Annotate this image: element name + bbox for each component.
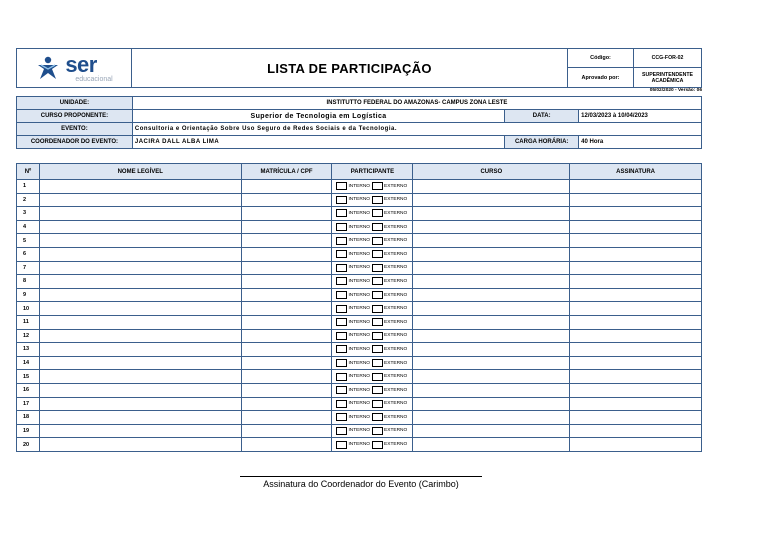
matricula-cell[interactable]	[241, 275, 332, 289]
participante-cell	[332, 261, 413, 275]
externo-checkbox[interactable]	[372, 209, 383, 217]
row-number: 14	[17, 356, 40, 370]
participante-cell	[332, 302, 413, 316]
curso-proponente-label: CURSO PROPONENTE:	[17, 110, 133, 123]
table-row	[17, 220, 702, 234]
page-title: LISTA DE PARTICIPAÇÃO	[267, 60, 432, 76]
curso-cell[interactable]	[413, 207, 570, 221]
interno-label: INTERNO	[348, 292, 371, 298]
curso-cell[interactable]	[413, 411, 570, 425]
title-cell	[131, 48, 568, 88]
assinatura-cell[interactable]	[570, 343, 702, 357]
nome-cell[interactable]	[39, 438, 241, 452]
nome-cell[interactable]	[39, 220, 241, 234]
evento-value: Consultoria e Orientação Sobre Uso Seguro de Redes Sociais e da Tecnologia.	[132, 123, 701, 136]
table-row	[17, 356, 702, 370]
matricula-cell[interactable]	[241, 370, 332, 384]
assinatura-cell[interactable]	[570, 329, 702, 343]
externo-label: EXTERNO	[384, 224, 408, 230]
curso-cell[interactable]	[413, 234, 570, 248]
interno-checkbox[interactable]	[336, 223, 347, 231]
curso-cell[interactable]	[413, 193, 570, 207]
codigo-value-cell	[633, 48, 702, 68]
participante-cell	[332, 329, 413, 343]
matricula-cell[interactable]	[241, 261, 332, 275]
externo-label: EXTERNO	[384, 183, 408, 189]
table-row	[17, 383, 702, 397]
externo-checkbox[interactable]	[372, 237, 383, 245]
participants-table	[16, 163, 702, 452]
curso-cell[interactable]	[413, 438, 570, 452]
participante-cell	[332, 247, 413, 261]
col-header-matricula: MATRÍCULA / CPF	[241, 164, 332, 180]
curso-cell[interactable]	[413, 288, 570, 302]
externo-checkbox[interactable]	[372, 182, 383, 190]
row-number: 5	[17, 234, 40, 248]
interno-checkbox[interactable]	[336, 345, 347, 353]
interno-label: INTERNO	[348, 224, 371, 230]
carga-horaria-label: CARGA HORÁRIA:	[505, 136, 579, 149]
table-row	[17, 397, 702, 411]
assinatura-cell[interactable]	[570, 383, 702, 397]
externo-label: EXTERNO	[384, 238, 408, 244]
matricula-cell[interactable]	[241, 411, 332, 425]
aprovado-value-cell	[633, 67, 702, 88]
row-number: 15	[17, 370, 40, 384]
interno-checkbox[interactable]	[336, 427, 347, 435]
participante-cell	[332, 424, 413, 438]
externo-checkbox[interactable]	[372, 386, 383, 394]
assinatura-cell[interactable]	[570, 315, 702, 329]
signature-label: Assinatura do Coordenador do Evento (Carimbo)	[263, 479, 459, 489]
signature-line	[240, 476, 482, 477]
externo-checkbox[interactable]	[372, 345, 383, 353]
nome-cell[interactable]	[39, 383, 241, 397]
table-row	[17, 411, 702, 425]
data-value: 12/03/2023 à 10/04/2023	[579, 110, 702, 123]
table-row	[17, 288, 702, 302]
externo-label: EXTERNO	[384, 428, 408, 434]
participante-cell	[332, 288, 413, 302]
logo-brand: ser	[65, 51, 97, 77]
curso-cell[interactable]	[413, 397, 570, 411]
interno-label: INTERNO	[348, 265, 371, 271]
curso-proponente-value: Superior de Tecnologia em Logística	[132, 110, 504, 123]
logo-sub: educacional	[75, 75, 113, 83]
participante-cell	[332, 234, 413, 248]
data-label: DATA:	[505, 110, 579, 123]
participante-cell	[332, 180, 413, 194]
externo-label: EXTERNO	[384, 210, 408, 216]
nome-cell[interactable]	[39, 207, 241, 221]
evento-label: EVENTO:	[17, 123, 133, 136]
externo-checkbox[interactable]	[372, 413, 383, 421]
assinatura-cell[interactable]	[570, 356, 702, 370]
curso-cell[interactable]	[413, 370, 570, 384]
participante-cell	[332, 193, 413, 207]
interno-checkbox[interactable]	[336, 209, 347, 217]
table-row	[17, 247, 702, 261]
row-number: 3	[17, 207, 40, 221]
nome-cell[interactable]	[39, 180, 241, 194]
interno-label: INTERNO	[348, 183, 371, 189]
assinatura-cell[interactable]	[570, 370, 702, 384]
externo-checkbox[interactable]	[372, 427, 383, 435]
assinatura-cell[interactable]	[570, 207, 702, 221]
matricula-cell[interactable]	[241, 220, 332, 234]
matricula-cell[interactable]	[241, 234, 332, 248]
interno-label: INTERNO	[348, 197, 371, 203]
externo-label: EXTERNO	[384, 278, 408, 284]
interno-checkbox[interactable]	[336, 413, 347, 421]
participante-cell	[332, 411, 413, 425]
nome-cell[interactable]	[39, 288, 241, 302]
externo-checkbox[interactable]	[372, 332, 383, 340]
coordenador-value: JACIRA DALL ALBA LIMA	[132, 136, 504, 149]
matricula-cell[interactable]	[241, 424, 332, 438]
interno-checkbox[interactable]	[336, 264, 347, 272]
externo-label: EXTERNO	[384, 401, 408, 407]
assinatura-cell[interactable]	[570, 275, 702, 289]
participante-cell	[332, 343, 413, 357]
participante-cell	[332, 207, 413, 221]
table-header-row	[17, 164, 702, 180]
col-header-assinatura: ASSINATURA	[570, 164, 702, 180]
externo-checkbox[interactable]	[372, 318, 383, 326]
externo-checkbox[interactable]	[372, 264, 383, 272]
participante-cell	[332, 315, 413, 329]
curso-row	[17, 110, 702, 123]
matricula-cell[interactable]	[241, 397, 332, 411]
interno-label: INTERNO	[348, 442, 371, 448]
externo-label: EXTERNO	[384, 414, 408, 420]
interno-checkbox[interactable]	[336, 400, 347, 408]
interno-label: INTERNO	[348, 319, 371, 325]
participante-cell	[332, 438, 413, 452]
coordenador-row	[17, 136, 702, 149]
curso-cell[interactable]	[413, 383, 570, 397]
interno-label: INTERNO	[348, 333, 371, 339]
interno-label: INTERNO	[348, 238, 371, 244]
matricula-cell[interactable]	[241, 315, 332, 329]
interno-label: INTERNO	[348, 306, 371, 312]
row-number: 19	[17, 424, 40, 438]
nome-cell[interactable]	[39, 302, 241, 316]
curso-cell[interactable]	[413, 180, 570, 194]
unidade-row	[17, 97, 702, 110]
interno-checkbox[interactable]	[336, 277, 347, 285]
aprovado-value: SUPERINTENDENTE ACADÊMICA	[641, 71, 694, 84]
externo-checkbox[interactable]	[372, 359, 383, 367]
interno-label: INTERNO	[348, 428, 371, 434]
externo-checkbox[interactable]	[372, 441, 383, 449]
externo-checkbox[interactable]	[372, 223, 383, 231]
assinatura-cell[interactable]	[570, 180, 702, 194]
interno-label: INTERNO	[348, 374, 371, 380]
carga-horaria-value: 40 Hora	[579, 136, 702, 149]
codigo-label: Código:	[590, 55, 611, 61]
nome-cell[interactable]	[39, 343, 241, 357]
matricula-cell[interactable]	[241, 193, 332, 207]
assinatura-cell[interactable]	[570, 302, 702, 316]
participante-cell	[332, 356, 413, 370]
interno-checkbox[interactable]	[336, 196, 347, 204]
assinatura-cell[interactable]	[570, 411, 702, 425]
interno-label: INTERNO	[348, 278, 371, 284]
curso-cell[interactable]	[413, 302, 570, 316]
assinatura-cell[interactable]	[570, 397, 702, 411]
nome-cell[interactable]	[39, 370, 241, 384]
matricula-cell[interactable]	[241, 180, 332, 194]
matricula-cell[interactable]	[241, 438, 332, 452]
matricula-cell[interactable]	[241, 288, 332, 302]
participante-cell	[332, 397, 413, 411]
externo-label: EXTERNO	[384, 319, 408, 325]
row-number: 11	[17, 315, 40, 329]
aprovado-label-cell	[567, 67, 634, 88]
interno-label: INTERNO	[348, 401, 371, 407]
interno-label: INTERNO	[348, 387, 371, 393]
curso-cell[interactable]	[413, 356, 570, 370]
externo-checkbox[interactable]	[372, 373, 383, 381]
externo-checkbox[interactable]	[372, 305, 383, 313]
participante-cell	[332, 370, 413, 384]
externo-label: EXTERNO	[384, 265, 408, 271]
externo-checkbox[interactable]	[372, 291, 383, 299]
assinatura-cell[interactable]	[570, 261, 702, 275]
codigo-label-cell	[567, 48, 634, 68]
externo-label: EXTERNO	[384, 387, 408, 393]
nome-cell[interactable]	[39, 234, 241, 248]
col-header-num: Nº	[17, 164, 40, 180]
curso-cell[interactable]	[413, 315, 570, 329]
assinatura-cell[interactable]	[570, 247, 702, 261]
row-number: 9	[17, 288, 40, 302]
externo-label: EXTERNO	[384, 292, 408, 298]
table-row	[17, 207, 702, 221]
table-row	[17, 275, 702, 289]
row-number: 6	[17, 247, 40, 261]
assinatura-cell[interactable]	[570, 438, 702, 452]
logo-cell	[16, 48, 132, 88]
codigo-value: CCG-FOR-02	[651, 55, 684, 61]
interno-label: INTERNO	[348, 346, 371, 352]
table-row	[17, 438, 702, 452]
externo-label: EXTERNO	[384, 346, 408, 352]
row-number: 17	[17, 397, 40, 411]
col-header-nome: NOME LEGÍVEL	[39, 164, 241, 180]
assinatura-cell[interactable]	[570, 220, 702, 234]
table-row	[17, 234, 702, 248]
matricula-cell[interactable]	[241, 329, 332, 343]
row-number: 8	[17, 275, 40, 289]
externo-checkbox[interactable]	[372, 400, 383, 408]
curso-cell[interactable]	[413, 261, 570, 275]
nome-cell[interactable]	[39, 275, 241, 289]
participante-cell	[332, 383, 413, 397]
row-number: 13	[17, 343, 40, 357]
row-number: 7	[17, 261, 40, 275]
interno-checkbox[interactable]	[336, 318, 347, 326]
externo-label: EXTERNO	[384, 306, 408, 312]
unidade-label: UNIDADE:	[17, 97, 133, 110]
table-row	[17, 329, 702, 343]
assinatura-cell[interactable]	[570, 288, 702, 302]
interno-checkbox[interactable]	[336, 291, 347, 299]
interno-checkbox[interactable]	[336, 305, 347, 313]
matricula-cell[interactable]	[241, 383, 332, 397]
row-number: 4	[17, 220, 40, 234]
assinatura-cell[interactable]	[570, 424, 702, 438]
evento-row	[17, 123, 702, 136]
interno-checkbox[interactable]	[336, 386, 347, 394]
curso-cell[interactable]	[413, 247, 570, 261]
table-row	[17, 193, 702, 207]
nome-cell[interactable]	[39, 329, 241, 343]
externo-label: EXTERNO	[384, 333, 408, 339]
matricula-cell[interactable]	[241, 302, 332, 316]
interno-label: INTERNO	[348, 360, 371, 366]
nome-cell[interactable]	[39, 356, 241, 370]
curso-cell[interactable]	[413, 275, 570, 289]
externo-checkbox[interactable]	[372, 277, 383, 285]
matricula-cell[interactable]	[241, 356, 332, 370]
row-number: 10	[17, 302, 40, 316]
row-number: 20	[17, 438, 40, 452]
curso-cell[interactable]	[413, 424, 570, 438]
table-row	[17, 261, 702, 275]
assinatura-cell[interactable]	[570, 193, 702, 207]
matricula-cell[interactable]	[241, 207, 332, 221]
row-number: 16	[17, 383, 40, 397]
curso-cell[interactable]	[413, 220, 570, 234]
row-number: 12	[17, 329, 40, 343]
row-number: 1	[17, 180, 40, 194]
col-header-curso: CURSO	[413, 164, 570, 180]
interno-checkbox[interactable]	[336, 237, 347, 245]
nome-cell[interactable]	[39, 193, 241, 207]
interno-checkbox[interactable]	[336, 441, 347, 449]
interno-label: INTERNO	[348, 210, 371, 216]
externo-label: EXTERNO	[384, 442, 408, 448]
nome-cell[interactable]	[39, 424, 241, 438]
interno-label: INTERNO	[348, 414, 371, 420]
table-row	[17, 180, 702, 194]
participante-cell	[332, 220, 413, 234]
unidade-value: INSTITUTTO FEDERAL DO AMAZONAS- CAMPUS ZONA LESTE	[132, 97, 701, 110]
interno-label: INTERNO	[348, 251, 371, 257]
row-number: 2	[17, 193, 40, 207]
externo-label: EXTERNO	[384, 251, 408, 257]
table-row	[17, 302, 702, 316]
interno-checkbox[interactable]	[336, 359, 347, 367]
table-row	[17, 315, 702, 329]
participante-cell	[332, 275, 413, 289]
interno-checkbox[interactable]	[336, 182, 347, 190]
event-info-table	[16, 96, 702, 149]
nome-cell[interactable]	[39, 411, 241, 425]
externo-checkbox[interactable]	[372, 196, 383, 204]
version-text: 05/02/2020 - Versão: 06	[649, 88, 702, 93]
table-row	[17, 424, 702, 438]
assinatura-cell[interactable]	[570, 234, 702, 248]
matricula-cell[interactable]	[241, 343, 332, 357]
externo-label: EXTERNO	[384, 197, 408, 203]
nome-cell[interactable]	[39, 397, 241, 411]
interno-checkbox[interactable]	[336, 332, 347, 340]
externo-checkbox[interactable]	[372, 250, 383, 258]
aprovado-label: Aprovado por:	[581, 74, 620, 81]
interno-checkbox[interactable]	[336, 373, 347, 381]
row-number: 18	[17, 411, 40, 425]
curso-cell[interactable]	[413, 343, 570, 357]
table-row	[17, 370, 702, 384]
col-header-participante: PARTICIPANTE	[332, 164, 413, 180]
curso-cell[interactable]	[413, 329, 570, 343]
nome-cell[interactable]	[39, 261, 241, 275]
nome-cell[interactable]	[39, 315, 241, 329]
coordenador-label: COORDENADOR DO EVENTO:	[17, 136, 133, 149]
table-row	[17, 343, 702, 357]
ser-logo-icon	[35, 55, 61, 81]
externo-label: EXTERNO	[384, 374, 408, 380]
externo-label: EXTERNO	[384, 360, 408, 366]
interno-checkbox[interactable]	[336, 250, 347, 258]
matricula-cell[interactable]	[241, 247, 332, 261]
nome-cell[interactable]	[39, 247, 241, 261]
